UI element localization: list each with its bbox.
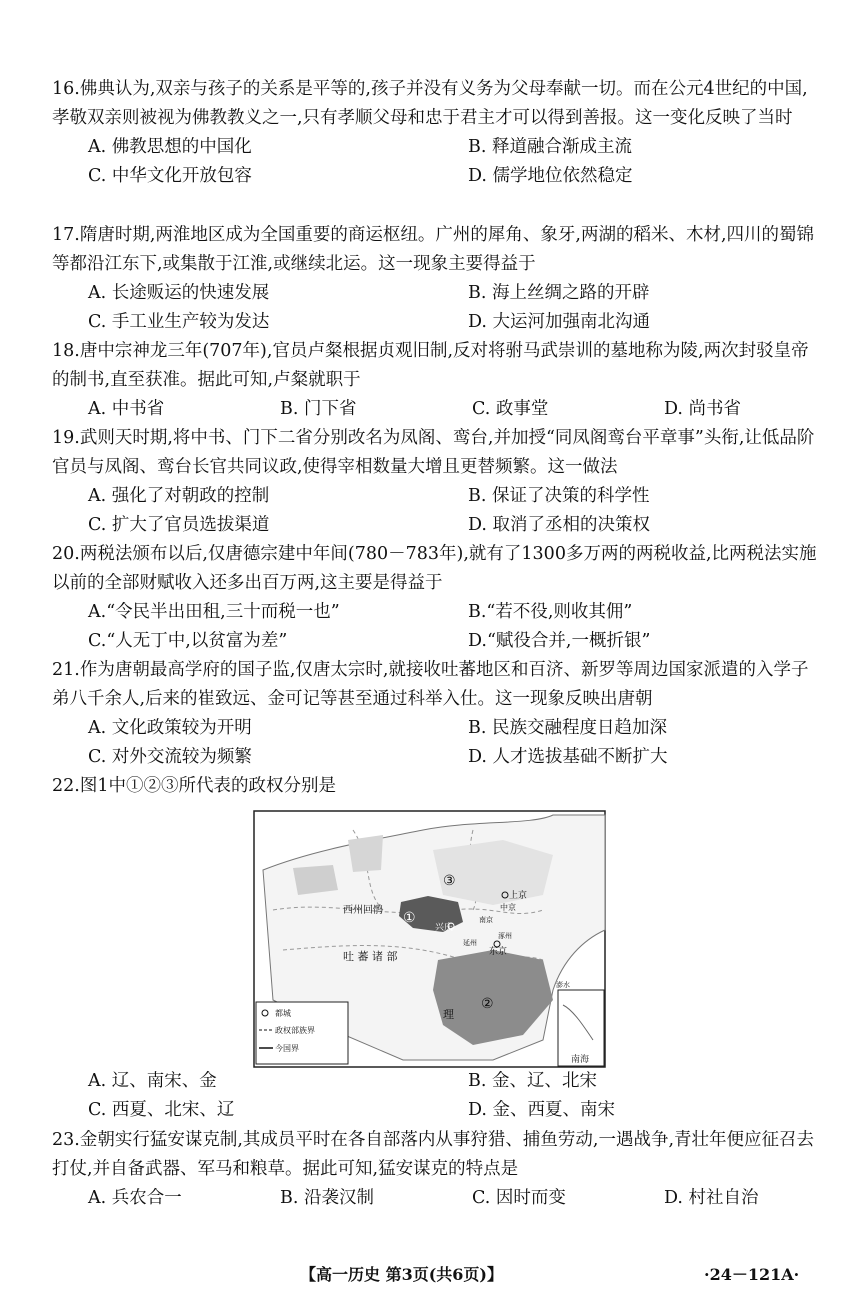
options <box>88 133 822 191</box>
option-d: D. 金、西夏、南宋 <box>468 1100 616 1120</box>
question-20 <box>52 540 822 656</box>
option-d: D. 村社自治 <box>664 1188 759 1208</box>
dali-label: 理 <box>443 1008 454 1021</box>
question-17 <box>52 221 822 337</box>
question-21 <box>52 656 822 772</box>
xizhou-huihu-label: 西州回鹘 <box>343 905 383 916</box>
option-a: A. 长途贩运的快速发展 <box>88 283 270 303</box>
option-c: C. 西夏、北宋、辽 <box>88 1100 235 1120</box>
option-c: C. 扩大了官员选拔渠道 <box>88 515 270 535</box>
yizhou-label: 涿州 <box>498 932 512 940</box>
option-a: A. 强化了对朝政的控制 <box>88 486 270 506</box>
option-a: A. 兵农合一 <box>88 1188 182 1208</box>
option-c: C. 手工业生产较为发达 <box>88 312 270 332</box>
footer-page-info: 【高一历史 第3页(共6页)】 <box>300 1265 503 1284</box>
options <box>88 482 822 540</box>
question-stem: 18.唐中宗神龙三年(707年),官员卢粲根据贞观旧制,反对将驸马武崇训的墓地称为陵,两次封驳皇帝的制书,直至获准。据此可知,卢粲就职于 <box>52 341 809 390</box>
option-a: A. 中书省 <box>88 399 165 419</box>
shangjing-label: 上京 <box>509 891 528 901</box>
options <box>88 714 822 772</box>
nanjing-label: 南京 <box>479 916 493 924</box>
question-23 <box>52 1126 822 1213</box>
question-stem: 22.图1中①②③所代表的政权分别是 <box>52 776 336 796</box>
inset-note-label: 澎水 <box>556 981 570 989</box>
option-b: B. 释道融合渐成主流 <box>468 137 632 157</box>
region-1-label: ① <box>403 910 416 926</box>
options <box>88 1067 822 1125</box>
option-b: B. 门下省 <box>280 399 357 419</box>
question-22 <box>52 772 822 801</box>
question-18 <box>52 337 822 424</box>
legend-regime-border: 政权部族界 <box>275 1026 315 1035</box>
question-stem: 19.武则天时期,将中书、门下二省分别改名为凤阁、鸾台,并加授“同凤阁鸾台平章事”头衔,让低品阶官员与凤阁、鸾台长官共同议政,使得宰相数量大增且更替频繁。这一做法 <box>52 428 815 477</box>
region-2-label: ② <box>481 996 494 1012</box>
question-stem: 17.隋唐时期,两淮地区成为全国重要的商运枢纽。广州的犀角、象牙,两湖的稻米、木材,四川的蜀锦等都沿江东下,或集散于江淮,或继续北运。这一现象主要得益于 <box>52 225 815 274</box>
yanzhou-label: 延州 <box>463 939 477 947</box>
option-a: A. 佛教思想的中国化 <box>88 137 252 157</box>
legend-modern-border: 今国界 <box>275 1044 299 1053</box>
options <box>88 279 822 337</box>
option-d: D. 人才选拔基础不断扩大 <box>468 747 668 767</box>
option-b: B. 金、辽、北宋 <box>468 1071 597 1091</box>
question-stem: 21.作为唐朝最高学府的国子监,仅唐太宗时,就接收吐蕃地区和百济、新罗等周边国家派遣的入学子弟八千余人,后来的崔致远、金可记等甚至通过科举入仕。这一现象反映出唐朝 <box>52 660 809 709</box>
dongjing-label: 东京 <box>489 947 508 957</box>
nanhai-label: 南海 <box>571 1055 590 1065</box>
question-22-options <box>52 1067 822 1125</box>
region-3-label: ③ <box>443 873 456 889</box>
option-d: D. 取消了丞相的决策权 <box>468 515 651 535</box>
option-b: B. 民族交融程度日趋加深 <box>468 718 667 738</box>
option-b: B. 海上丝绸之路的开辟 <box>468 283 650 303</box>
option-c: C. 因时而变 <box>472 1188 566 1208</box>
footer-code: ·24－121A· <box>704 1265 800 1284</box>
tufan-label: 吐 蕃 诸 部 <box>343 950 398 963</box>
options <box>88 1184 822 1213</box>
option-c: C.“人无丁中,以贫富为差” <box>88 631 288 651</box>
option-b: B.“若不役,则收其佣” <box>468 602 633 622</box>
option-d: D. 尚书省 <box>664 399 742 419</box>
question-stem: 20.两税法颁布以后,仅唐德宗建中年间(780－783年),就有了1300多万两的两税收益,比两税法实施以前的全部财赋收入还多出百万两,这主要是得益于 <box>52 544 817 593</box>
option-a: A. 文化政策较为开明 <box>88 718 252 738</box>
option-b: B. 保证了决策的科学性 <box>468 486 650 506</box>
historical-map <box>253 810 606 1068</box>
xingqing-label: 兴庆 <box>435 923 454 933</box>
question-stem: 23.金朝实行猛安谋克制,其成员平时在各自部落内从事狩猎、捕鱼劳动,一遇战争,青壮年便应征召去打仗,并自备武器、军马和粮草。据此可知,猛安谋克的特点是 <box>52 1130 815 1179</box>
option-d: D. 大运河加强南北沟通 <box>468 312 651 332</box>
legend-capital: 都城 <box>275 1009 291 1018</box>
option-d: D. 儒学地位依然稳定 <box>468 166 633 186</box>
question-19 <box>52 424 822 540</box>
options <box>88 598 822 656</box>
option-c: C. 对外交流较为频繁 <box>88 747 252 767</box>
option-c: C. 政事堂 <box>472 399 549 419</box>
option-d: D.“赋役合并,一概折银” <box>468 631 651 651</box>
zhongjing-label: 中京 <box>500 903 516 912</box>
option-b: B. 沿袭汉制 <box>280 1188 374 1208</box>
question-stem: 16.佛典认为,双亲与孩子的关系是平等的,孩子并没有义务为父母奉献一切。而在公元4世纪的中国,孝敬双亲则被视为佛教教义之一,只有孝顺父母和忠于君主才可以得到善报。这一变化反映了当时 <box>52 79 808 128</box>
option-c: C. 中华文化开放包容 <box>88 166 252 186</box>
option-a: A. 辽、南宋、金 <box>88 1071 217 1091</box>
question-16 <box>52 75 822 191</box>
option-a: A.“令民半出田租,三十而税一也” <box>88 602 340 622</box>
options <box>88 395 822 424</box>
